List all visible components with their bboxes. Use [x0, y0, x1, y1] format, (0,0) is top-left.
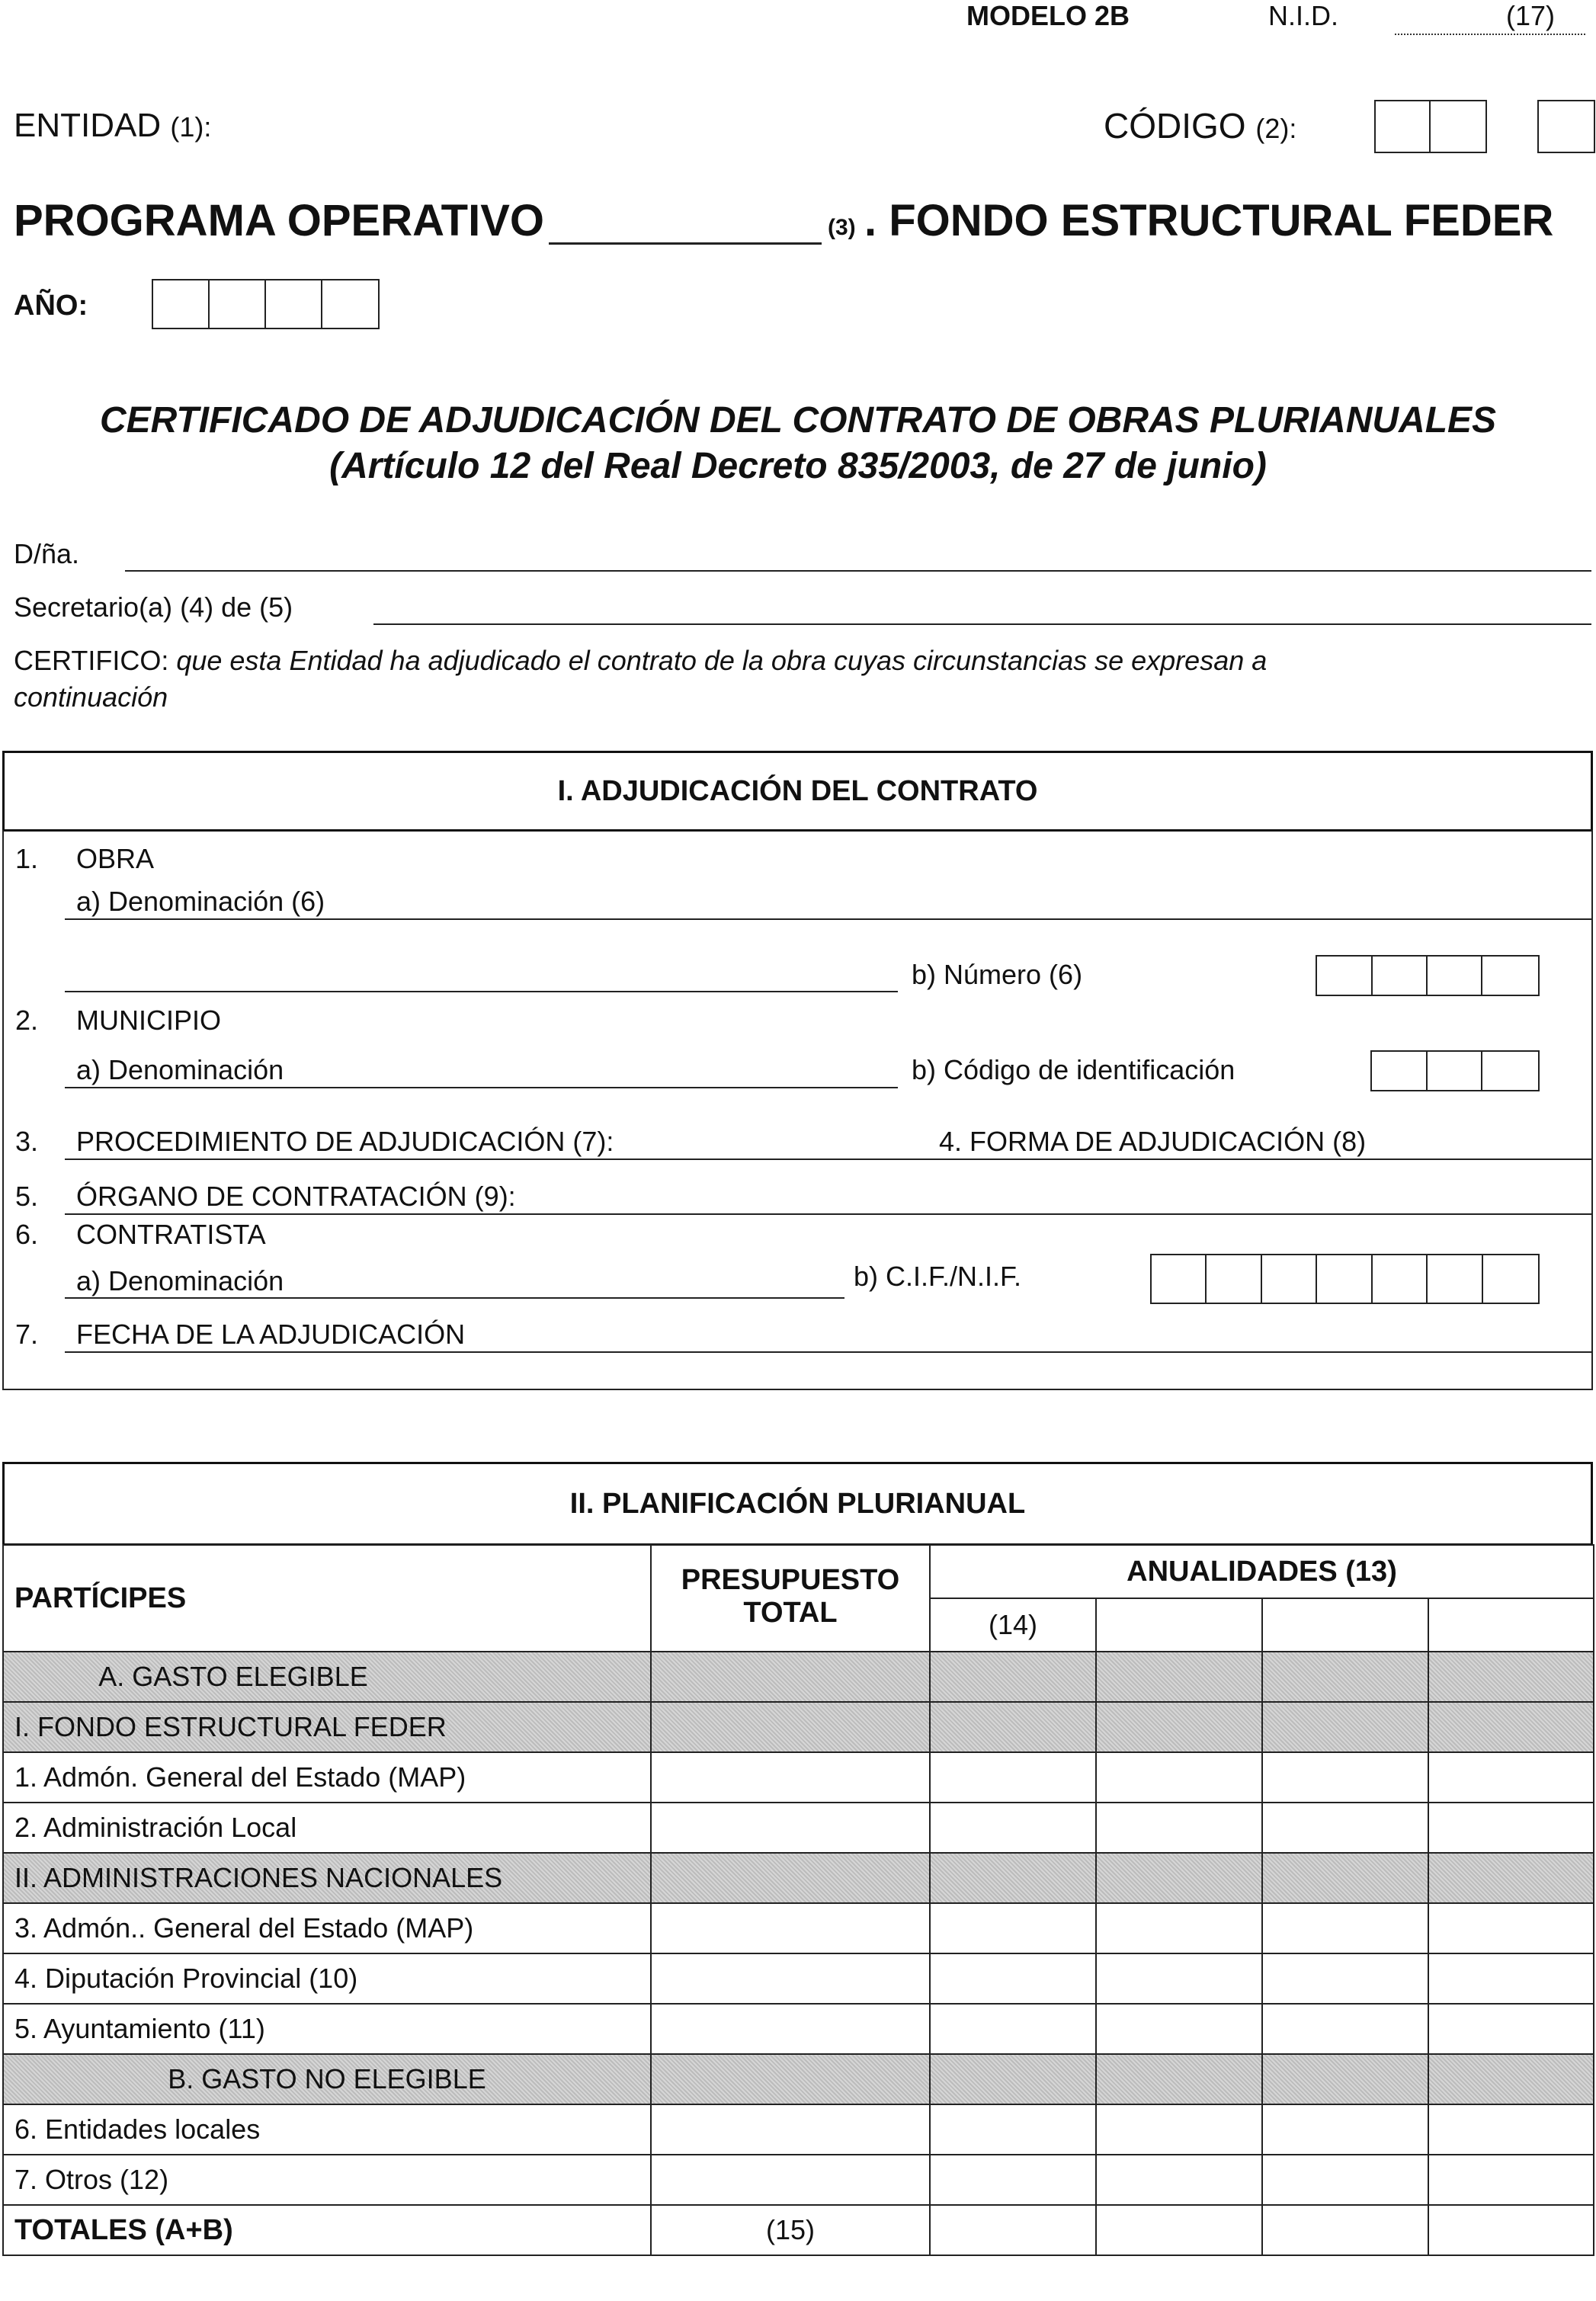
item-number: 1. — [15, 843, 39, 874]
row-label: A. GASTO ELEGIBLE — [3, 1652, 651, 1702]
programa-right: . FONDO ESTRUCTURAL FEDER — [864, 196, 1554, 245]
contratista-denominacion-field[interactable] — [65, 1297, 844, 1299]
cell[interactable] — [1096, 2104, 1262, 2155]
totales-row — [3, 2205, 1594, 2255]
table-row — [3, 1903, 1594, 1953]
cell[interactable] — [930, 2004, 1096, 2054]
cell[interactable] — [1262, 1702, 1428, 1752]
programa-field[interactable] — [549, 242, 822, 245]
contratista-label: CONTRATISTA — [76, 1219, 266, 1250]
cell[interactable] — [1428, 2054, 1594, 2104]
row-label: 6. Entidades locales — [3, 2104, 651, 2155]
row-label: 3. Admón.. General del Estado (MAP) — [3, 1903, 651, 1953]
table-row — [3, 2054, 1594, 2104]
item-number: 2. — [15, 1005, 39, 1036]
nid-ref: (17) — [1506, 0, 1556, 31]
col-header-year1: (14) — [930, 1598, 1096, 1652]
contratista-cif-boxes[interactable] — [1150, 1254, 1540, 1304]
table-row — [3, 2104, 1594, 2155]
cell[interactable] — [651, 1803, 930, 1853]
table-header-row — [3, 1545, 1594, 1598]
item-number: 7. — [15, 1319, 39, 1350]
contratista-cif-label: b) C.I.F./N.I.F. — [854, 1261, 1022, 1292]
row-label: 7. Otros (12) — [3, 2155, 651, 2205]
cell[interactable] — [930, 2054, 1096, 2104]
procedimiento-field[interactable] — [65, 1159, 1591, 1160]
cell[interactable] — [1428, 1702, 1594, 1752]
cell[interactable] — [1262, 2104, 1428, 2155]
model-label: MODELO 2B — [966, 0, 1130, 31]
cell[interactable] — [1262, 1853, 1428, 1903]
cell[interactable] — [1262, 1752, 1428, 1803]
table-row — [3, 2004, 1594, 2054]
cell[interactable] — [1096, 1652, 1262, 1702]
cell[interactable] — [930, 1803, 1096, 1853]
cell[interactable] — [1428, 2205, 1594, 2255]
table-row — [3, 1702, 1594, 1752]
anio-boxes[interactable] — [152, 279, 380, 329]
cell[interactable] — [1096, 2205, 1262, 2255]
cell[interactable] — [651, 2155, 930, 2205]
certificate-subtitle: (Artículo 12 del Real Decreto 835/2003, de 27 de junio) — [329, 446, 1267, 486]
secretario-label: Secretario(a) (4) de (5) — [14, 591, 293, 623]
row-label: II. ADMINISTRACIONES NACIONALES — [3, 1853, 651, 1903]
item-number: 6. — [15, 1219, 39, 1250]
nid-field[interactable] — [1395, 34, 1585, 35]
table-row — [3, 1853, 1594, 1903]
municipio-codigo-label: b) Código de identificación — [912, 1054, 1235, 1085]
table-row — [3, 1953, 1594, 2004]
item-number: 5. — [15, 1181, 39, 1212]
cell[interactable] — [651, 2104, 930, 2155]
cell[interactable] — [1096, 1702, 1262, 1752]
cell[interactable] — [930, 1702, 1096, 1752]
cell[interactable] — [930, 1752, 1096, 1803]
fecha-label: FECHA DE LA ADJUDICACIÓN — [76, 1319, 466, 1350]
totales-presupuesto[interactable]: (15) — [651, 2205, 930, 2255]
cell[interactable] — [651, 1903, 930, 1953]
cell[interactable] — [1096, 1803, 1262, 1853]
municipio-denominacion-field[interactable] — [65, 1087, 898, 1088]
obra-denominacion-field[interactable] — [65, 918, 1591, 920]
row-label: B. GASTO NO ELEGIBLE — [3, 2054, 651, 2104]
col-header-year3[interactable] — [1262, 1598, 1428, 1652]
table-row — [3, 1803, 1594, 1853]
fecha-field[interactable] — [65, 1351, 1591, 1353]
dna-label: D/ña. — [14, 538, 80, 569]
obra-numero-label: b) Número (6) — [912, 959, 1083, 990]
col-header-presupuesto: PRESUPUESTO TOTAL — [651, 1545, 930, 1652]
nid-label: N.I.D. — [1268, 0, 1339, 31]
entidad-label: ENTIDAD (1): — [14, 107, 212, 144]
cell[interactable] — [1428, 2004, 1594, 2054]
col-header-participes: PARTÍCIPES — [3, 1545, 651, 1652]
cell[interactable] — [1096, 1903, 1262, 1953]
item-number: 3. — [15, 1126, 39, 1157]
cell[interactable] — [1096, 2004, 1262, 2054]
cell[interactable] — [1428, 2155, 1594, 2205]
codigo-box-b[interactable] — [1537, 100, 1595, 153]
forma-label: 4. FORMA DE ADJUDICACIÓN (8) — [939, 1126, 1367, 1157]
cell[interactable] — [1262, 1803, 1428, 1853]
cell[interactable] — [930, 2104, 1096, 2155]
contratista-denominacion-label: a) Denominación — [76, 1265, 284, 1296]
cell[interactable] — [651, 1853, 930, 1903]
cell[interactable] — [651, 1752, 930, 1803]
col-header-year4[interactable] — [1428, 1598, 1594, 1652]
cell[interactable] — [1262, 2054, 1428, 2104]
row-label: 5. Ayuntamiento (11) — [3, 2004, 651, 2054]
cell[interactable] — [1262, 1903, 1428, 1953]
cell[interactable] — [1096, 2155, 1262, 2205]
cell[interactable] — [651, 1953, 930, 2004]
cell[interactable] — [1428, 1803, 1594, 1853]
table-row — [3, 2155, 1594, 2205]
cell[interactable] — [1262, 2205, 1428, 2255]
section1-header: I. ADJUDICACIÓN DEL CONTRATO — [2, 751, 1593, 832]
row-label: 1. Admón. General del Estado (MAP) — [3, 1752, 651, 1803]
row-label: 4. Diputación Provincial (10) — [3, 1953, 651, 2004]
organo-field[interactable] — [65, 1213, 1591, 1215]
cell[interactable] — [1428, 1903, 1594, 1953]
cell[interactable] — [1428, 1953, 1594, 2004]
obra-denominacion-label: a) Denominación (6) — [76, 886, 325, 917]
cell[interactable] — [930, 1903, 1096, 1953]
municipio-denominacion-label: a) Denominación — [76, 1054, 284, 1085]
certifico-text-cont: continuación — [14, 681, 168, 713]
cell[interactable] — [1428, 1652, 1594, 1702]
municipio-label: MUNICIPIO — [76, 1005, 222, 1036]
programa-left: PROGRAMA OPERATIVO — [14, 196, 545, 245]
cell[interactable] — [930, 1853, 1096, 1903]
col-header-anualidades: ANUALIDADES (13) — [930, 1545, 1594, 1598]
cell[interactable] — [651, 1652, 930, 1702]
section2-header: II. PLANIFICACIÓN PLURIANUAL — [2, 1462, 1593, 1546]
cell[interactable] — [1096, 1853, 1262, 1903]
cell[interactable] — [1096, 2054, 1262, 2104]
certificate-title: CERTIFICADO DE ADJUDICACIÓN DEL CONTRATO DE OBRAS PLURIANUALES — [99, 400, 1497, 441]
anio-label: AÑO: — [14, 290, 88, 322]
programa-ref: (3) — [828, 215, 856, 240]
cell[interactable] — [930, 2205, 1096, 2255]
row-label: I. FONDO ESTRUCTURAL FEDER — [3, 1702, 651, 1752]
cell[interactable] — [930, 1953, 1096, 2004]
table-row — [3, 1652, 1594, 1702]
cell[interactable] — [651, 2054, 930, 2104]
organo-label: ÓRGANO DE CONTRATACIÓN (9): — [76, 1181, 516, 1212]
cell[interactable] — [1262, 2004, 1428, 2054]
planificacion-table — [2, 1544, 1594, 2256]
obra-denominacion-field-2[interactable] — [65, 991, 898, 992]
totales-label: TOTALES (A+B) — [3, 2205, 651, 2255]
cell[interactable] — [930, 2155, 1096, 2205]
codigo-label: CÓDIGO (2): — [1104, 106, 1297, 146]
codigo-boxes-a[interactable] — [1374, 100, 1487, 153]
cell[interactable] — [1262, 1953, 1428, 2004]
cell[interactable] — [1428, 1853, 1594, 1903]
municipio-codigo-boxes[interactable] — [1370, 1050, 1540, 1091]
procedimiento-label: PROCEDIMIENTO DE ADJUDICACIÓN (7): — [76, 1126, 614, 1157]
cell[interactable] — [930, 1652, 1096, 1702]
row-label: 2. Administración Local — [3, 1803, 651, 1853]
certifico-text: CERTIFICO: que esta Entidad ha adjudicado el contrato de la obra cuyas circunstancias se expresan a — [14, 645, 1268, 676]
cell[interactable] — [1262, 1652, 1428, 1702]
cell[interactable] — [1428, 2104, 1594, 2155]
cell[interactable] — [1428, 1752, 1594, 1803]
obra-numero-boxes[interactable] — [1316, 955, 1540, 996]
dna-field[interactable] — [125, 570, 1591, 572]
obra-label: OBRA — [76, 843, 155, 874]
col-header-year2[interactable] — [1096, 1598, 1262, 1652]
table-row — [3, 1752, 1594, 1803]
cell[interactable] — [651, 2004, 930, 2054]
cell[interactable] — [651, 1702, 930, 1752]
cell[interactable] — [1096, 1752, 1262, 1803]
cell[interactable] — [1262, 2155, 1428, 2205]
secretario-field[interactable] — [373, 623, 1591, 625]
cell[interactable] — [1096, 1953, 1262, 2004]
